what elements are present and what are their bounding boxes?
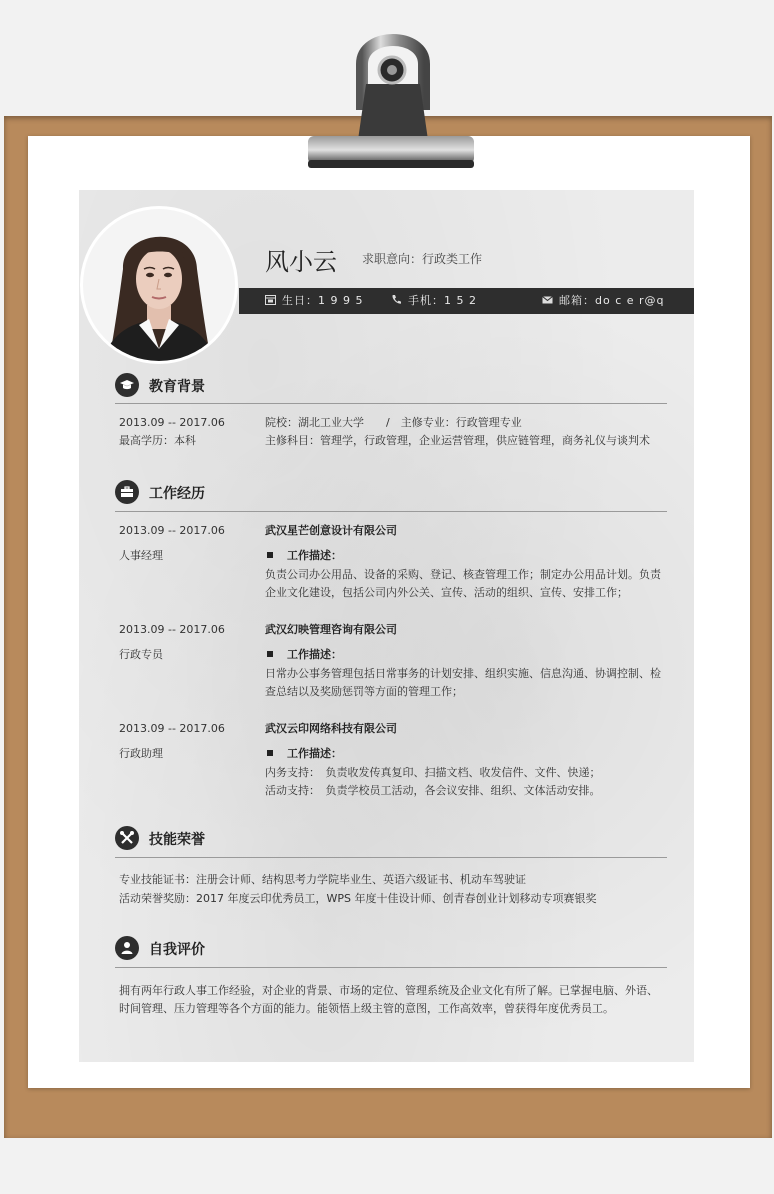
phone-icon [391, 294, 402, 305]
job-company: 武汉幻映管理咨询有限公司 [265, 623, 397, 636]
job-desc-label: 工作描述： [267, 647, 342, 663]
job-period: 2013.09 -- 2017.06 [119, 524, 225, 537]
job-desc-line: 内务支持： 负责收发传真复印、扫描文档、收发信件、文件、快递； [265, 766, 601, 779]
job-role: 人事经理 [119, 549, 163, 562]
phone-item [391, 288, 477, 314]
job-desc-line: 日常办公事务管理包括日常事务的计划安排、组织实施、信息沟通、协调控制、检 [265, 667, 661, 680]
education-title: 教育背景 [149, 379, 205, 395]
bullet-icon [267, 651, 273, 657]
job-company: 武汉星芒创意设计有限公司 [265, 524, 397, 537]
education-divider [115, 403, 667, 404]
skills-title: 技能荣誉 [149, 832, 205, 848]
graduation-cap-icon [115, 373, 139, 397]
education-degree: 最高学历：本科 [119, 434, 196, 447]
calendar-icon [265, 294, 276, 305]
clip-icon [300, 24, 480, 176]
phone-text: 手机：1 5 2 [408, 294, 477, 307]
education-courses: 主修科目：管理学，行政管理，企业运营管理，供应链管理，商务礼仪与谈判术 [265, 434, 650, 447]
briefcase-icon [115, 480, 139, 504]
email-item [542, 288, 665, 314]
self-line: 时间管理、压力管理等各个方面的能力。能领悟上级主管的意图，工作高效率，曾获得年度优秀员工。 [119, 1002, 614, 1015]
job-desc-label: 工作描述： [267, 746, 342, 762]
job-company: 武汉云印网络科技有限公司 [265, 722, 397, 735]
work-title: 工作经历 [149, 486, 205, 502]
self-line: 拥有两年行政人事工作经验，对企业的背景、市场的定位、管理系统及企业文化有所了解。已掌握电脑、外语、 [119, 984, 658, 997]
candidate-name: 风小云 [265, 248, 337, 276]
self-divider [115, 967, 667, 968]
job-desc-line: 查总结以及奖励惩罚等方面的管理工作； [265, 685, 463, 698]
contact-bar [239, 288, 694, 314]
person-icon [115, 936, 139, 960]
education-school: 院校：湖北工业大学 / 主修专业：行政管理专业 [265, 416, 522, 429]
skills-awards: 活动荣誉奖励：2017 年度云印优秀员工，WPS 年度十佳设计师、创青春创业计划移动专项赛银奖 [119, 892, 597, 905]
job-desc-line: 企业文化建设，包括公司内外公关、宣传、活动的组织、宣传、安排工作； [265, 586, 628, 599]
job-period: 2013.09 -- 2017.06 [119, 722, 225, 735]
job-period: 2013.09 -- 2017.06 [119, 623, 225, 636]
tools-icon [115, 826, 139, 850]
mail-icon [542, 294, 553, 305]
bullet-icon [267, 552, 273, 558]
birthday-item [265, 288, 363, 314]
education-period: 2013.09 -- 2017.06 [119, 416, 225, 429]
skills-divider [115, 857, 667, 858]
job-role: 行政专员 [119, 648, 163, 661]
job-desc-line: 活动支持： 负责学校员工活动，各会议安排、组织、文体活动安排。 [265, 784, 601, 797]
skills-cert: 专业技能证书：注册会计师、结构思考力学院毕业生、英语六级证书、机动车驾驶证 [119, 873, 526, 886]
job-desc-line: 负责公司办公用品、设备的采购、登记、核查管理工作；制定办公用品计划。负责 [265, 568, 661, 581]
work-divider [115, 511, 667, 512]
email-text: 邮箱：do c e r@q [559, 294, 665, 307]
birthday-text: 生日：1 9 9 5 [282, 294, 364, 307]
resume-page [79, 190, 694, 1062]
self-title: 自我评价 [149, 942, 205, 958]
avatar [80, 206, 238, 364]
bullet-icon [267, 750, 273, 756]
job-role: 行政助理 [119, 747, 163, 760]
job-desc-label: 工作描述： [267, 548, 342, 564]
job-intent: 求职意向：行政类工作 [362, 252, 483, 266]
